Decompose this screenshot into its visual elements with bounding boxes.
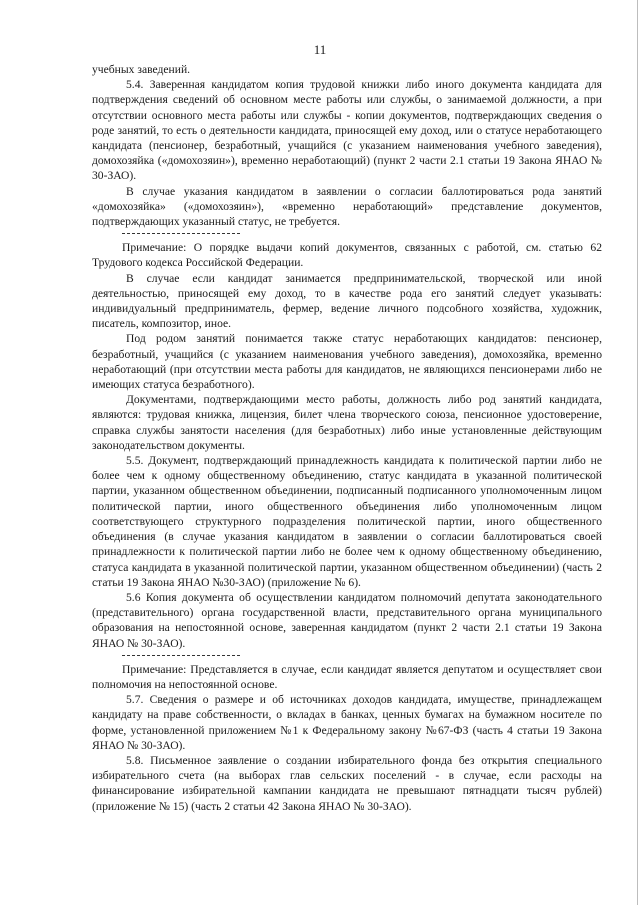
note-deputy: Примечание: Представляется в случае, если кандидат является депутатом и осуществляет свои полномочия на непостоянной основе. <box>92 662 602 691</box>
document-body <box>92 62 602 814</box>
paragraph-5-4: 5.4. Заверенная кандидатом копия трудовой книжки либо иного документа кандидата для подтверждения сведений об основном месте работы или службы, о занимаемой должности, а при отсутствии основного места работы или службы - копии документов, подтверждающих сведения о роде занятий, то есть о деятельности кандидата, приносящей ему доход, или о статусе неработающего кандидата (пенсионер, безработный, учащийся (с указанием наименования учебного заведения), домохозяйка («домохозяин»), временно неработающий) (пункт 2 части 2.1 статьи 19 Закона ЯНАО № 30-ЗАО). <box>92 78 602 183</box>
paragraph-5-7: 5.7. Сведения о размере и об источниках доходов кандидата, имуществе, принадлежащем кандидату на праве собственности, о вкладах в банках, ценных бумагах на бумажном носителе по форме, установленной приложением №1 к Федеральному закону №67-ФЗ (часть 4 статьи 19 Закона ЯНАО № 30-ЗАО). <box>92 693 602 752</box>
paragraph-status-note: В случае указания кандидатом в заявлении о согласии баллотироваться рода занятий «домохозяйка» («домохозяин»), «временно неработающий» представление документов, подтверждающих указанный статус, не требуется. <box>92 184 602 229</box>
paragraph-unemployed-status: Под родом занятий понимается также статус неработающих кандидатов: пенсионер, безработный, учащийся (с указанием наименования учебного заведения), домохозяйка, временно неработающий (при отсутствии места работы для кандидатов, не являющихся пенсионерами либо не имеющих статуса безработного). <box>92 332 602 392</box>
paragraph-continuation: учебных заведений. <box>92 63 191 76</box>
note-labor-code: Примечание: О порядке выдачи копий документов, связанных с работой, см. статью 62 Трудового кодекса Российской Федерации. <box>92 241 602 270</box>
footnote-divider <box>122 233 240 234</box>
paragraph-5-5: 5.5. Документ, подтверждающий принадлежность кандидата к политической партии либо не более чем к одному общественному объединению, статус кандидата в указанной политической партии, указанном общественном объединении, подписанный подписанного уполномоченным лицом политической партии, иного общественного объединения либо уполномоченным лицом соответствующего структурного подразделения политической партии, иного общественного объединения (в случае указания кандидатом в заявлении о согласии баллотироваться своей принадлежности к политической партии либо не более чем к одному общественному объединению, статуса кандидата в указанной политической партии, указанном общественном объединении) (часть 2 статьи 19 Закона ЯНАО №30-ЗАО) (приложение № 6). <box>92 454 602 589</box>
paragraph-5-8: 5.8. Письменное заявление о создании избирательного фонда без открытия специального избирательного счета (на выборах глав сельских поселений - в случае, если расходы на финансирование избирательной кампании кандидата не превышают пятнадцати тысяч рублей) (приложение № 15) (часть 2 статьи 42 Закона ЯНАО № 30-ЗАО). <box>92 753 602 813</box>
scan-edge <box>637 0 638 905</box>
page-number: 11 <box>313 42 327 57</box>
footnote-divider-2 <box>122 655 240 656</box>
paragraph-5-6: 5.6 Копия документа об осуществлении кандидатом полномочий депутата законодательного (представительного) органа государственной власти, представительного органа муниципального образования на непостоянной основе, заверенная кандидатом (пункт 2 части 2.1 статьи 19 Закона ЯНАО № 30-ЗАО). <box>92 590 602 650</box>
paragraph-occupation: В случае если кандидат занимается предпринимательской, творческой или иной деятельностью, приносящей ему доход, то в качестве рода его занятий следует указывать: индивидуальный предприниматель, фермер, ведение личного подсобного хозяйства, художник, писатель, композитор, иное. <box>92 271 602 331</box>
paragraph-supporting-documents: Документами, подтверждающими место работы, должность либо род занятий кандидата, являются: трудовая книжка, лицензия, билет члена творческого союза, пенсионное удостоверение, справка службы занятости населения (для безработных) либо иные установленные действующим законодательством документы. <box>92 393 602 452</box>
